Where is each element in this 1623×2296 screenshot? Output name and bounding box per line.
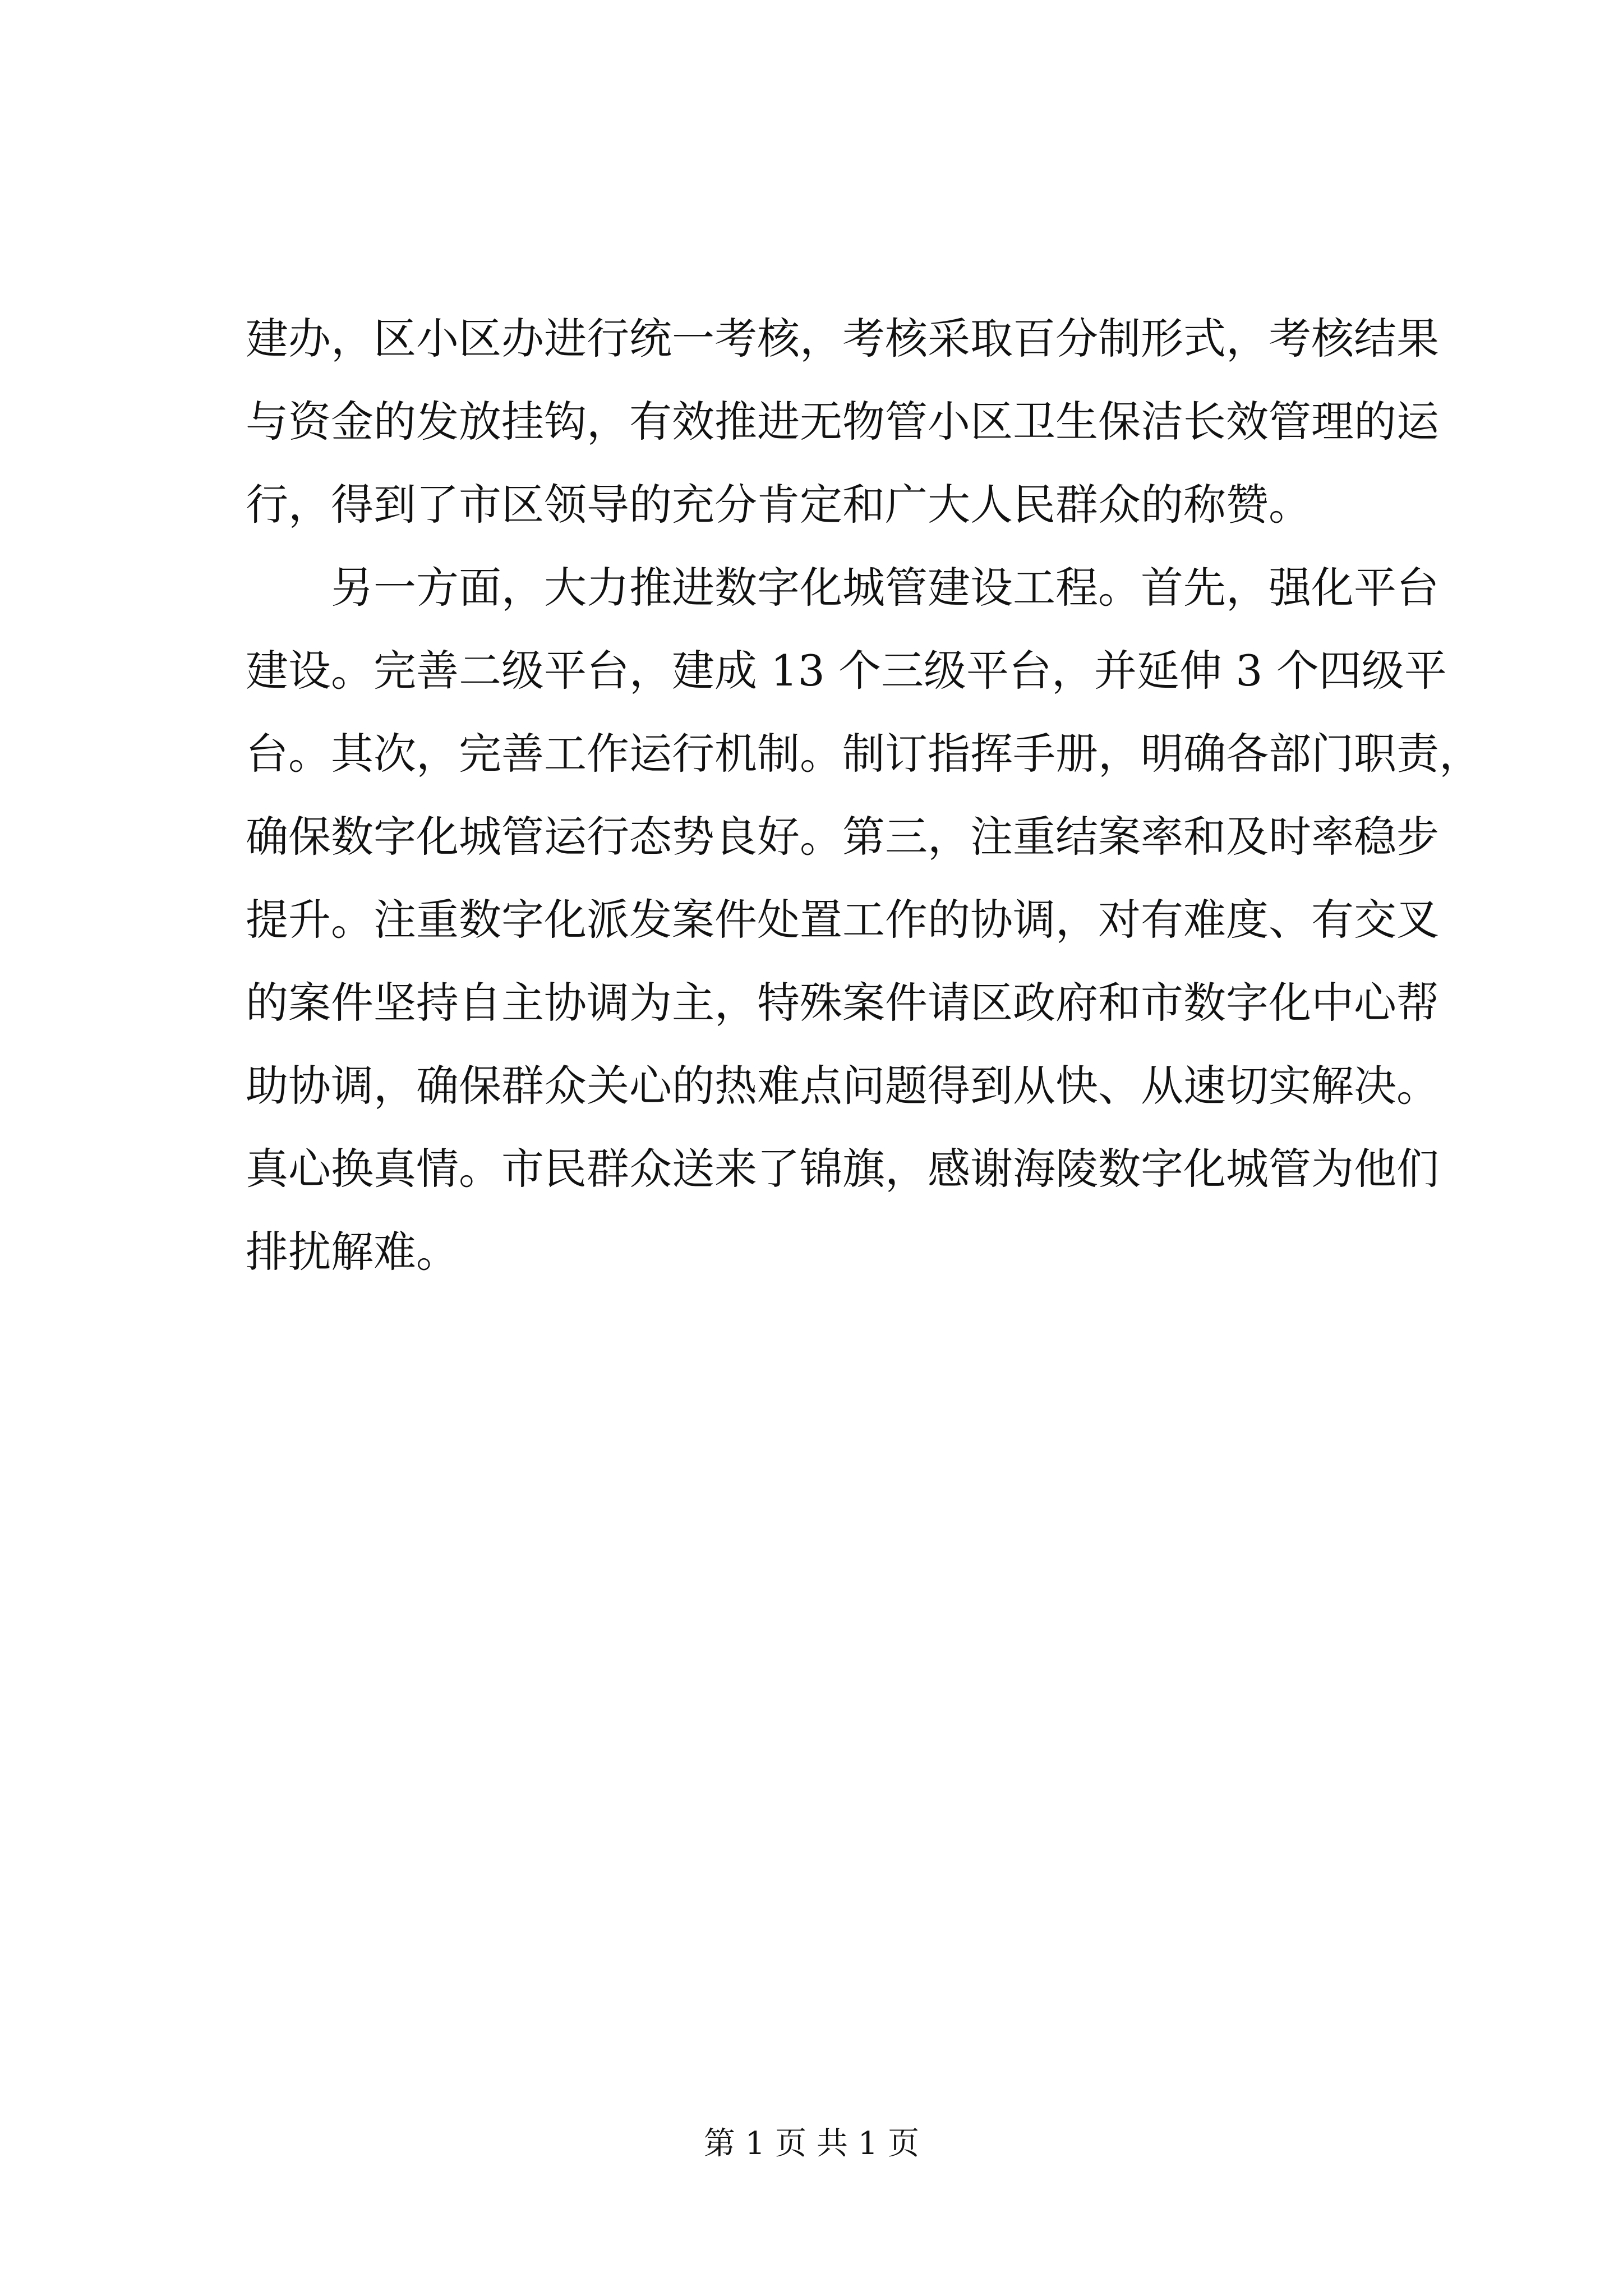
text-line: 另一方面，大力推进数字化城管建设工程。首先，强化平台 bbox=[331, 563, 1439, 613]
text-line: 行，得到了市区领导的充分肯定和广大人民群众的称赞。 bbox=[246, 480, 1311, 530]
text-line: 排扰解难。 bbox=[246, 1227, 459, 1277]
text-line: 助协调，确保群众关心的热难点问题得到从快、从速切实解决。 bbox=[246, 1061, 1439, 1111]
page-number-footer: 第 1 页 共 1 页 bbox=[703, 2125, 920, 2162]
body-text bbox=[246, 297, 1482, 1294]
text-line: 与资金的发放挂钩，有效推进无物管小区卫生保洁长效管理的运 bbox=[246, 397, 1439, 447]
text-line: 的案件坚持自主协调为主，特殊案件请区政府和市数字化中心帮 bbox=[246, 978, 1439, 1028]
text-line: 确保数字化城管运行态势良好。第三，注重结案率和及时率稳步 bbox=[246, 812, 1439, 862]
text-line: 建设。完善二级平台，建成 13 个三级平台，并延伸 3 个四级平 bbox=[246, 646, 1447, 696]
text-line: 真心换真情。市民群众送来了锦旗，感谢海陵数字化城管为他们 bbox=[246, 1144, 1439, 1194]
text-line: 台。其次，完善工作运行机制。制订指挥手册，明确各部门职责， bbox=[246, 729, 1482, 779]
text-line: 提升。注重数字化派发案件处置工作的协调，对有难度、有交叉 bbox=[246, 895, 1439, 945]
text-line: 建办，区小区办进行统一考核，考核采取百分制形式，考核结果 bbox=[246, 314, 1439, 364]
